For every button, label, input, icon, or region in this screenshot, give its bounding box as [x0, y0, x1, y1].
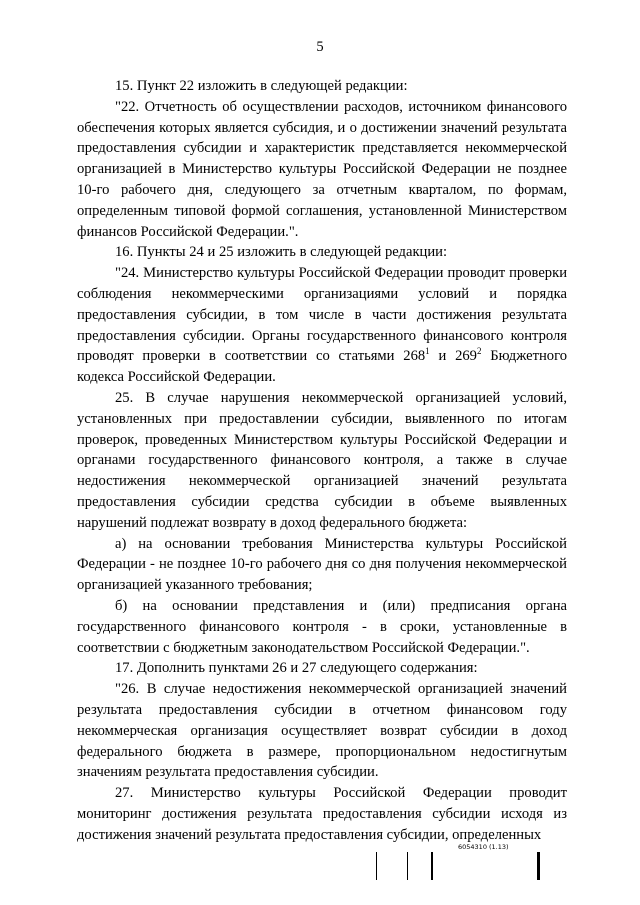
paragraph-subpoint-b: б) на основании представления и (или) предписания органа государственного финансового контроля - в сроки, установленные в соответствии с бюджетным законодательством Российской Федерации.".	[77, 597, 567, 656]
paragraph-point-24	[77, 263, 567, 388]
article-269-superscript: 2	[476, 346, 482, 357]
page-number: 5	[316, 39, 324, 55]
paragraph-item-17: 17. Дополнить пунктами 26 и 27 следующего содержания:	[115, 660, 478, 677]
barcode-area	[376, 843, 570, 883]
point-24-text-b: и 269	[429, 348, 477, 365]
paragraph-item-16: 16. Пункты 24 и 25 изложить в следующей редакции:	[115, 244, 448, 261]
paragraph-item-15: 15. Пункт 22 изложить в следующей редакции:	[115, 78, 408, 94]
paragraph-point-26: "26. В случае недостижения некоммерческой организацией значений результата предоставления субсидии в отчетном финансовом году некоммерческая организация осуществляет возврат субсидии в доход федерального бюджета в размере, пропорциональном недостигнутым значениям результата предоставления субсидии.	[77, 681, 567, 781]
barcode-image	[376, 852, 570, 880]
point-24-text-a: "24. Министерство культуры Российской Федерации проводит проверки соблюдения некоммерческими организациями условий и порядка предоставления субсидии, в том числе в части достижения результата предоставления субсидии. Органы государственного финансового контроля проводят проверки в соответствии со статьями 268	[77, 265, 567, 365]
article-268-superscript: 1	[425, 346, 430, 357]
paragraph-point-27: 27. Министерство культуры Российской Федерации проводит мониторинг достижения результата предоставления субсидии исходя из достижения значений результата предоставления субсидии, определенных	[77, 785, 567, 843]
paragraph-point-22: "22. Отчетность об осуществлении расходов, источником финансового обеспечения которых является субсидия, и о достижении значений результата предоставления субсидии и характеристик представляется некоммерческой организацией в Министерство культуры Российской Федерации не позднее 10-го рабочего дня, следующего за отчетным кварталом, по формам, определенным типовой формой соглашения, установленной Министерством финансов Российской Федерации.".	[77, 98, 567, 240]
point-24-text-c: Бюджетного кодекса Российской Федерации.	[77, 348, 567, 386]
paragraph-point-25: 25. В случае нарушения некоммерческой организацией условий, установленных при предоставлении субсидии, выявленного по итогам проверок, проведенных Министерством культуры Российской Федерации и органами государственного финансового контроля, а также в случае недостижения некоммерческой организацией значений результата предоставления субсидии средства субсидии в объеме выявленных нарушений подлежат возврату в доход федерального бюджета:	[77, 389, 567, 531]
body-text	[77, 76, 567, 845]
paragraph-subpoint-a: а) на основании требования Министерства культуры Российской Федерации - не позднее 10-го рабочего дня со дня получения некоммерческой организацией указанного требования;	[77, 535, 567, 594]
barcode-label: 6054310 (1.13)	[458, 843, 509, 851]
